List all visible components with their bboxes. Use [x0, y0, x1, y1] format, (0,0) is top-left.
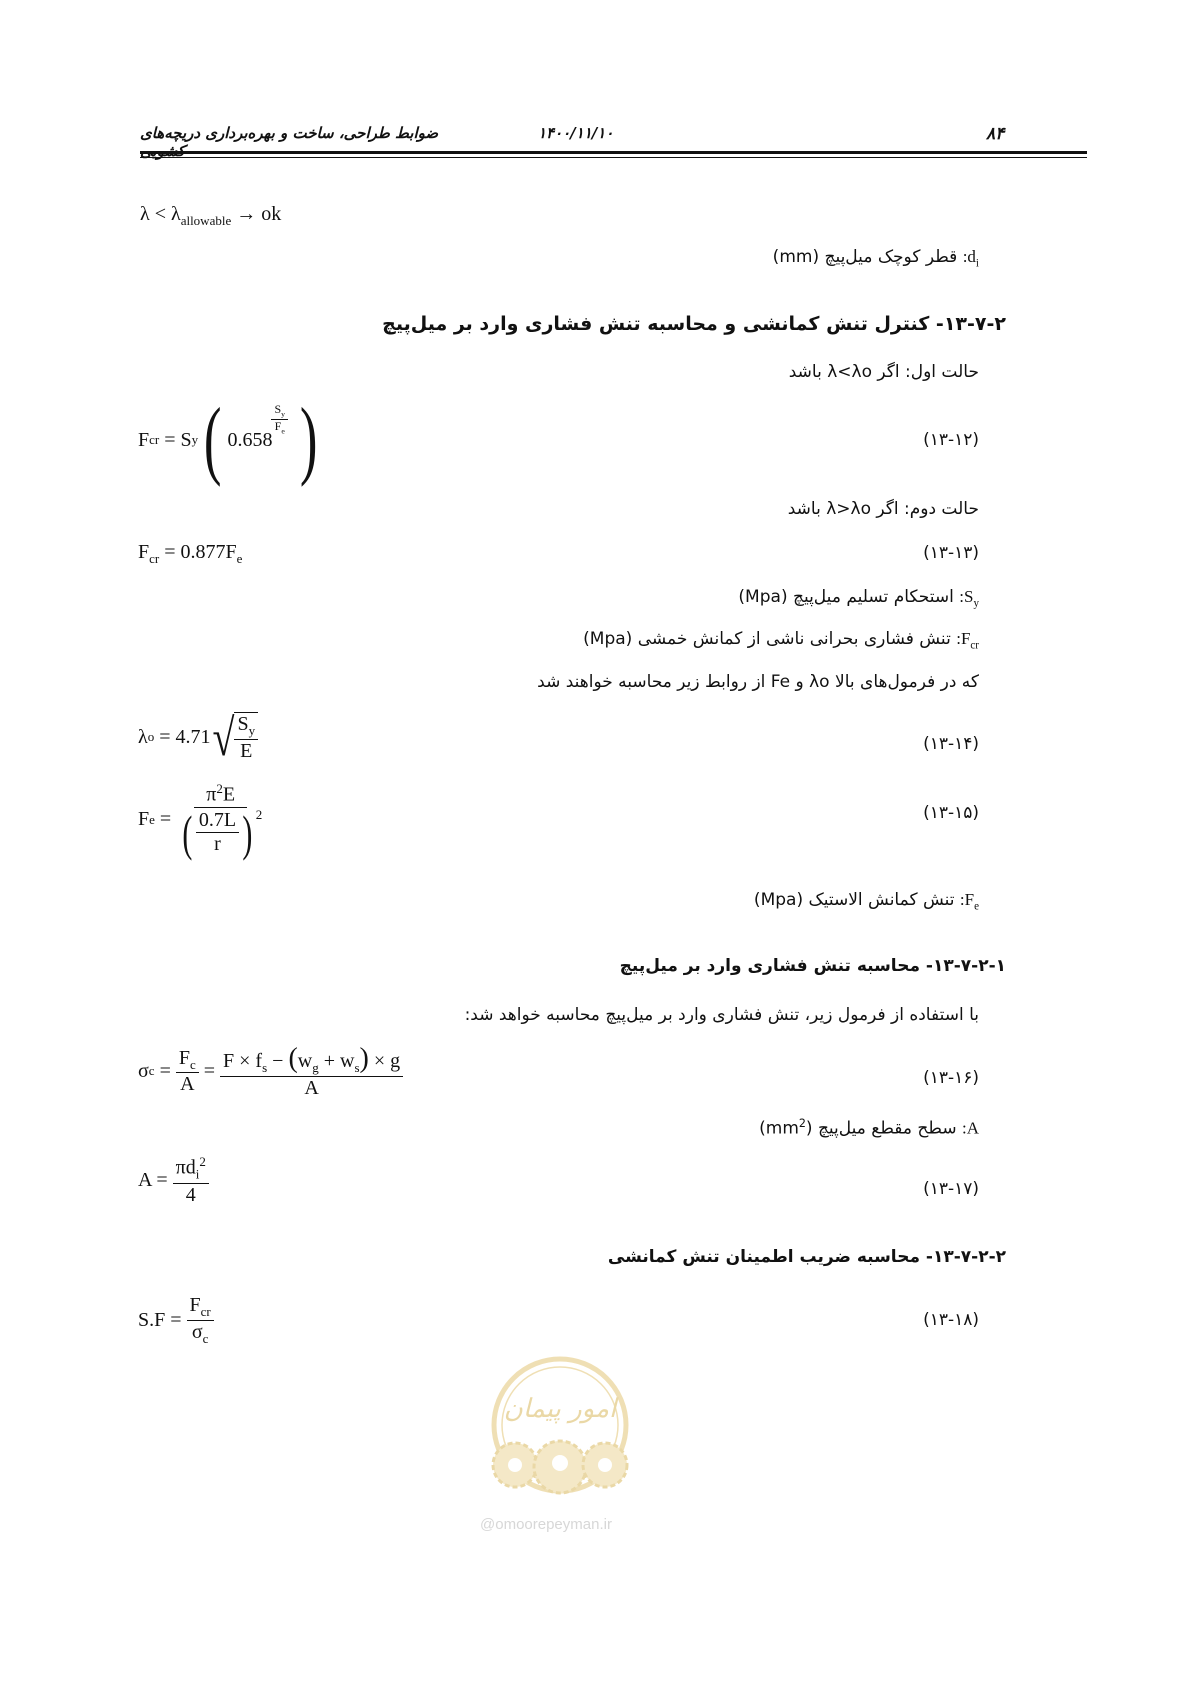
page-number: ۸۴	[986, 124, 1005, 144]
di-definition: $d_i$: قطر کوچک میل‌پیچ (mm)	[772, 247, 979, 270]
fcr-definition: $F_{cr}$: تنش فشاری بحرانی ناشی از کمانش خمشی (Mpa)	[583, 629, 979, 652]
section-heading-13-7-2-1: ۱۳-۷-۲-۱- محاسبه تنش فشاری وارد بر میل‌پیچ	[619, 956, 1006, 976]
at-icon: @	[480, 1516, 496, 1533]
header-title: ضوابط طراحی، ساخت و بهره‌برداری دریچه‌های	[140, 124, 439, 142]
equation-number-15: (۱۳-۱۵)	[923, 803, 979, 823]
case-two-text: حالت دوم: اگر λ>λo باشد	[787, 499, 979, 519]
fcr-formula-case2: $F_{cr} = 0.877F_e$	[138, 541, 243, 566]
fcr-formula-case1: F cr = S y ( 0.658 $\frac{S_y}{F_e}$ )	[138, 391, 318, 488]
watermark-logo	[470, 1355, 650, 1505]
equation-number-18: (۱۳-۱۸)	[923, 1310, 979, 1330]
watermark-url: @omoorepeyman.ir	[480, 1516, 612, 1533]
equation-number-14: (۱۳-۱۴)	[923, 734, 979, 754]
safety-factor-formula: S.F = $\frac{F_{cr}}{\sigma_c}$	[138, 1294, 214, 1347]
header-rule-thin	[140, 157, 1087, 158]
section-heading-13-7-2-2: ۱۳-۷-۲-۲- محاسبه ضریب اطمینان تنش کمانشی	[607, 1247, 1006, 1267]
sigma-c-formula: σ c = $\frac{F_c}{A}$ = $\frac{F \times f_s - (w_g + w_s) \times g}{A}$	[138, 1043, 403, 1100]
watermark-logo-text: امور پیمان	[503, 1394, 617, 1424]
area-formula: A = $\frac{\pi d_i^2}{4}$	[138, 1155, 209, 1207]
a-definition: A: سطح مقطع میل‌پیچ $(mm^2)$	[759, 1117, 979, 1139]
fe-definition: $F_e$: تنش کمانش الاستیک (Mpa)	[753, 890, 979, 913]
equation-number-13: (۱۳-۱۳)	[923, 543, 979, 563]
equation-number-12: (۱۳-۱۲)	[923, 430, 979, 450]
lambda-check-formula: $\lambda < \lambda_{allowable}$ → ok	[140, 203, 282, 228]
equation-number-16: (۱۳-۱۶)	[923, 1068, 979, 1088]
section-heading-13-7-2: ۱۳-۷-۲- کنترل تنش کمانشی و محاسبه تنش فشاری وارد بر میل‌پیچ	[382, 313, 1006, 335]
header-date: ۱۴۰۰/۱۱/۱۰	[538, 124, 614, 142]
lambda-o-formula: λ o = 4.71 √ $\frac{S_y}{E}$	[138, 712, 258, 763]
watermark-seal-icon	[470, 1355, 650, 1505]
formulas-note: که در فرمول‌های بالا λo و Fe از روابط زیر محاسبه خواهند شد	[537, 672, 979, 692]
equation-number-17: (۱۳-۱۷)	[923, 1179, 979, 1199]
usage-text: با استفاده از فرمول زیر، تنش فشاری وارد بر میل‌پیچ محاسبه خواهد شد:	[464, 1005, 979, 1025]
header-rule-thick	[140, 151, 1087, 154]
case-one-text: حالت اول: اگر λ<λo باشد	[788, 362, 979, 382]
sy-definition: $S_y$: استحکام تسلیم میل‌پیچ (Mpa)	[738, 587, 979, 610]
fe-formula: F e = $\pi^2E$ ( $\frac{0.7L}{r}$ ) $^2$	[138, 781, 263, 861]
